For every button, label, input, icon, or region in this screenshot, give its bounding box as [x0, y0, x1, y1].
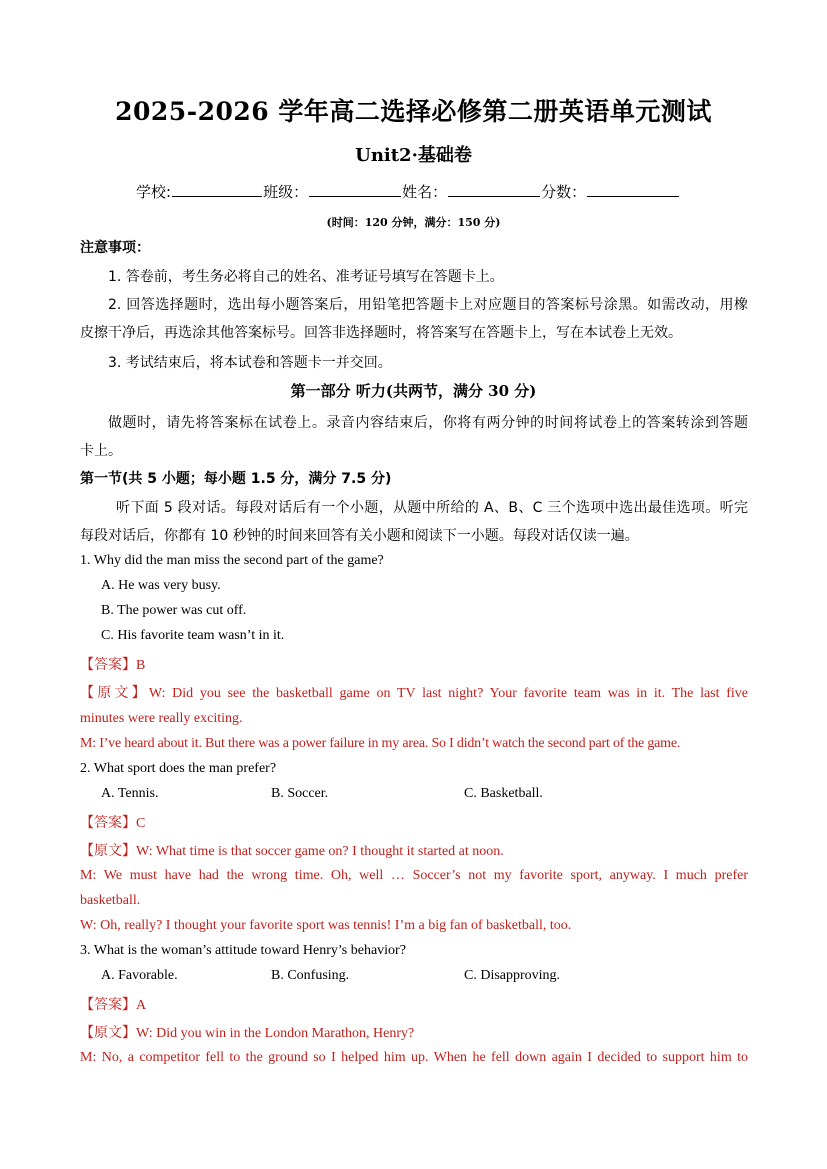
time-note: (时间：120 分钟，满分：150 分) [326, 216, 501, 229]
q1-answer [80, 654, 145, 674]
part1-heading: 第一部分 听力(共两节，满分 30 分) [290, 382, 537, 400]
q1-answer-tag: 【答案】 [80, 657, 136, 673]
section1-instructions-line-2: 每段对话后，你都有 10 秒钟的时间来回答有关小题和阅读下一小题。每段对话仅读一遍。 [80, 528, 639, 544]
q1-stem: 1. Why did the man miss the second part of the game? [80, 553, 384, 568]
notes-item-2-line-1: 2. 回答选择题时，选出每小题答案后，用铅笔把答题卡上对应题目的答案标号涂黑。如需改动，用橡 [108, 297, 748, 313]
part1-instructions-line-1: 做题时，请先将答案标在试卷上。录音内容结束后，你将有两分钟的时间将试卷上的答案转涂到答题 [108, 415, 748, 431]
notes-item-2-line-2: 皮擦干净后，再选涂其他答案标号。回答非选择题时，将答案写在答题卡上，写在本试卷上无效。 [80, 325, 682, 341]
score-label: 分数： [541, 183, 587, 201]
q2-script-line-3: basketball. [80, 893, 141, 908]
q1-option-a: A. He was very busy. [101, 578, 221, 593]
q3-script-line-1: 【原文】W: Did you win in the London Marathon, Henry? [80, 1025, 415, 1041]
q3-option-c: C. Disapproving. [464, 968, 561, 983]
student-info-line [136, 181, 680, 202]
class-blank [309, 181, 401, 197]
q2-script-tag: 【原文】 [80, 843, 136, 859]
q3-answer-tag: 【答案】 [80, 997, 136, 1013]
q2-script-line-1: 【原文】W: What time is that soccer game on? I thought it started at noon. [80, 843, 504, 859]
page-subtitle: Unit2·基础卷 [355, 145, 472, 166]
notes-heading: 注意事项： [80, 240, 150, 256]
q2-stem: 2. What sport does the man prefer? [80, 761, 277, 776]
q3-option-a: A. Favorable. [101, 968, 178, 983]
q3-option-b: B. Confusing. [271, 968, 350, 983]
q1-option-c: C. His favorite team wasn’t in it. [101, 628, 285, 643]
q2-answer-value: C [136, 816, 146, 831]
part1-instructions-line-2: 卡上。 [80, 443, 122, 459]
score-blank [587, 181, 679, 197]
section1-heading: 第一节(共 5 小题；每小题 1.5 分，满分 7.5 分) [80, 471, 392, 487]
school-blank [172, 181, 262, 197]
q3-script-line-2: M: No, a competitor fell to the ground so I helped him up. When he fell down again I decided to support him to [80, 1050, 748, 1065]
name-label: 姓名： [402, 183, 448, 201]
q2-option-b: B. Soccer. [271, 786, 329, 801]
section1-instructions-line-1: 听下面 5 段对话。每段对话后有一个小题，从题中所给的 A、B、C 三个选项中选出最佳选项。听完 [116, 500, 748, 516]
q2-answer [80, 812, 145, 832]
q1-answer-value: B [136, 658, 146, 673]
school-label: 学校: [136, 183, 172, 201]
q2-option-c: C. Basketball. [464, 786, 543, 801]
name-blank [448, 181, 540, 197]
page-title: 2025-2026 学年高二选择必修第二册英语单元测试 [115, 97, 712, 126]
q3-answer [80, 994, 146, 1014]
q1-script-line-2: minutes were really exciting. [80, 711, 243, 726]
q3-script-tag: 【原文】 [80, 1025, 136, 1041]
q2-script-line-4: W: Oh, really? I thought your favorite sport was tennis! I’m a big fan of basketball, too. [80, 918, 572, 933]
q1-script-line-1: 【原文】W: Did you see the basketball game on TV last night? Your favorite team was in it. The last five [80, 685, 748, 701]
q2-answer-tag: 【答案】 [80, 815, 136, 831]
notes-item-3: 3. 考试结束后，将本试卷和答题卡一并交回。 [108, 355, 392, 371]
q2-option-a: A. Tennis. [101, 786, 159, 801]
q1-option-b: B. The power was cut off. [101, 603, 247, 618]
class-label: 班级： [263, 183, 309, 201]
q1-script-line-3: M: I’ve heard about it. But there was a power failure in my area. So I didn’t watch the second part of the game. [80, 736, 681, 751]
q1-script-tag: 【原文】 [80, 685, 149, 701]
q2-script-line-2: M: We must have had the wrong time. Oh, well … Soccer’s not my favorite sport, anyway. I much prefer [80, 868, 748, 883]
notes-item-1: 1. 答卷前，考生务必将自己的姓名、准考证号填写在答题卡上。 [108, 269, 504, 285]
q3-answer-value: A [136, 998, 147, 1013]
q3-stem: 3. What is the woman’s attitude toward Henry’s behavior? [80, 943, 406, 958]
